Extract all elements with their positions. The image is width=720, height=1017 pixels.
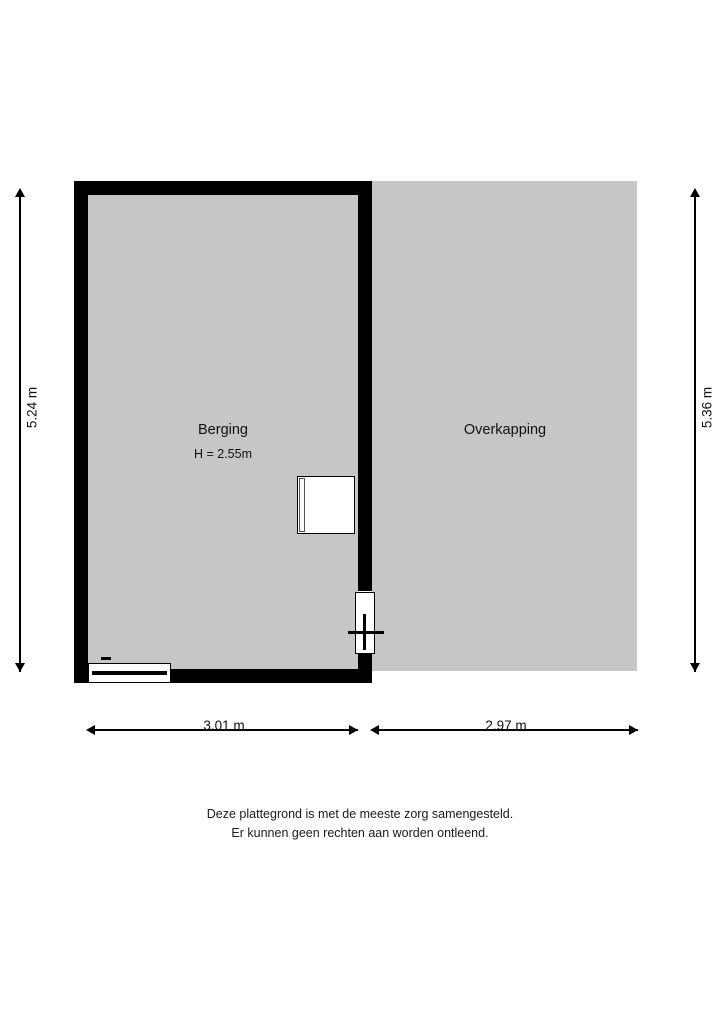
arrow-up-icon-left	[15, 188, 25, 197]
arrow-down-icon-left	[15, 663, 25, 672]
dimension-label-bottom-left: 3.01 m	[203, 718, 245, 733]
door-swing-icon	[297, 476, 355, 534]
disclaimer	[0, 805, 720, 843]
window-bar-icon	[92, 671, 167, 675]
room-height-berging: H = 2.55m	[193, 446, 252, 461]
post-cross-vertical-icon	[363, 614, 366, 650]
disclaimer-line-1: Deze plattegrond is met de meeste zorg samengesteld.	[206, 807, 514, 821]
room-label-berging	[123, 420, 323, 464]
dimension-line-left	[19, 190, 21, 672]
dimension-label-left: 5.24 m	[24, 386, 40, 429]
wall-top	[74, 181, 372, 195]
disclaimer-line-2: Er kunnen geen rechten aan worden ontleend.	[231, 825, 489, 840]
dimension-label-right: 5.36 m	[699, 386, 715, 429]
wall-left	[74, 181, 88, 683]
post-cross-horizontal-icon	[348, 631, 384, 634]
dimension-label-bottom-right: 2.97 m	[485, 718, 527, 733]
room-name-berging: Berging	[198, 422, 248, 438]
arrow-left-icon-bottom-right	[370, 725, 379, 735]
arrow-left-icon-bottom-left	[86, 725, 95, 735]
arrow-right-icon-bottom-right	[629, 725, 638, 735]
arrow-down-icon-right	[690, 663, 700, 672]
room-label-overkapping	[405, 420, 605, 442]
arrow-up-icon-right	[690, 188, 700, 197]
window-tick-icon	[101, 657, 111, 660]
door-leaf-icon	[299, 478, 305, 532]
room-name-overkapping: Overkapping	[463, 422, 547, 438]
dimension-line-right	[694, 190, 696, 672]
wall-right-upper	[358, 181, 372, 591]
arrow-right-icon-bottom-left	[349, 725, 358, 735]
